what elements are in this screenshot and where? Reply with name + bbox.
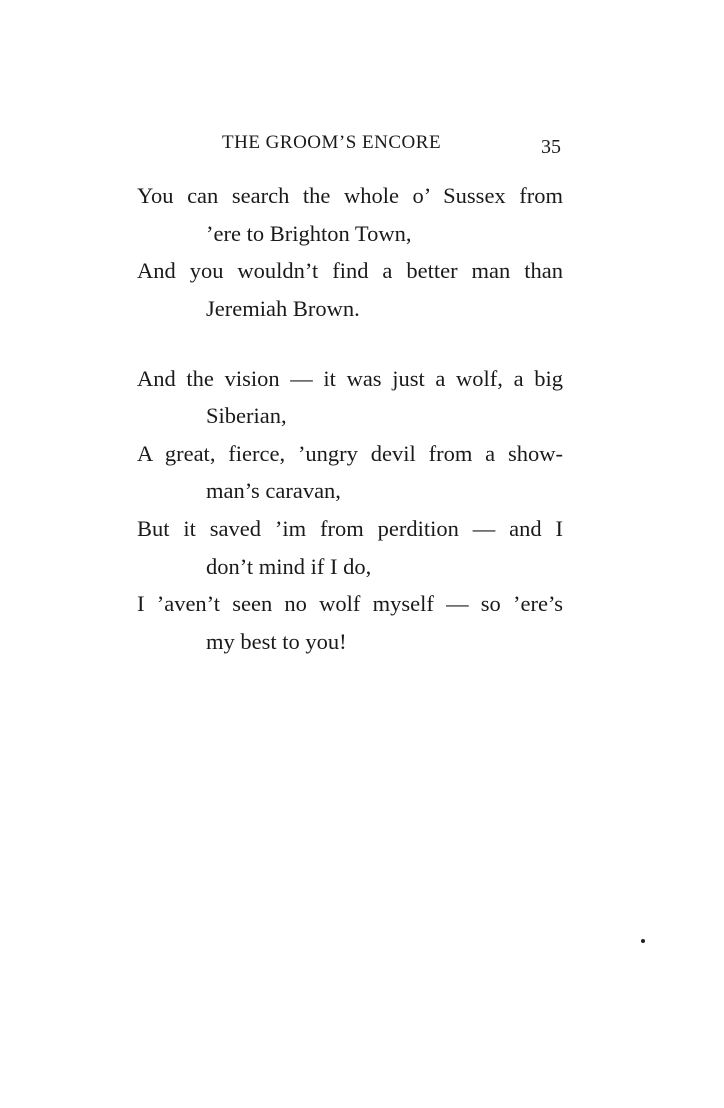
- verse-line: A great, fierce, ’ungry devil from a show-: [137, 441, 563, 466]
- verse-line: And you wouldn’t find a better man than: [137, 258, 563, 283]
- verse-line: I ’aven’t seen no wolf myself — so ’ere’s: [137, 591, 563, 616]
- verse-line: And the vision — it was just a wolf, a big: [137, 366, 563, 391]
- verse-line: You can search the whole o’ Sussex from: [137, 183, 563, 208]
- verse-line: Jeremiah Brown.: [206, 296, 360, 321]
- page-number: 35: [541, 136, 561, 158]
- verse-line: my best to you!: [206, 629, 347, 654]
- running-head: THE GROOM’S ENCORE: [222, 132, 442, 153]
- verse-line: Siberian,: [206, 403, 287, 428]
- verse-line: don’t mind if I do,: [206, 554, 372, 579]
- verse-line: man’s caravan,: [206, 478, 341, 503]
- ink-speck: [641, 939, 645, 943]
- verse-line: But it saved ’im from perdition — and I: [137, 516, 563, 541]
- verse-line: ’ere to Brighton Town,: [206, 221, 412, 246]
